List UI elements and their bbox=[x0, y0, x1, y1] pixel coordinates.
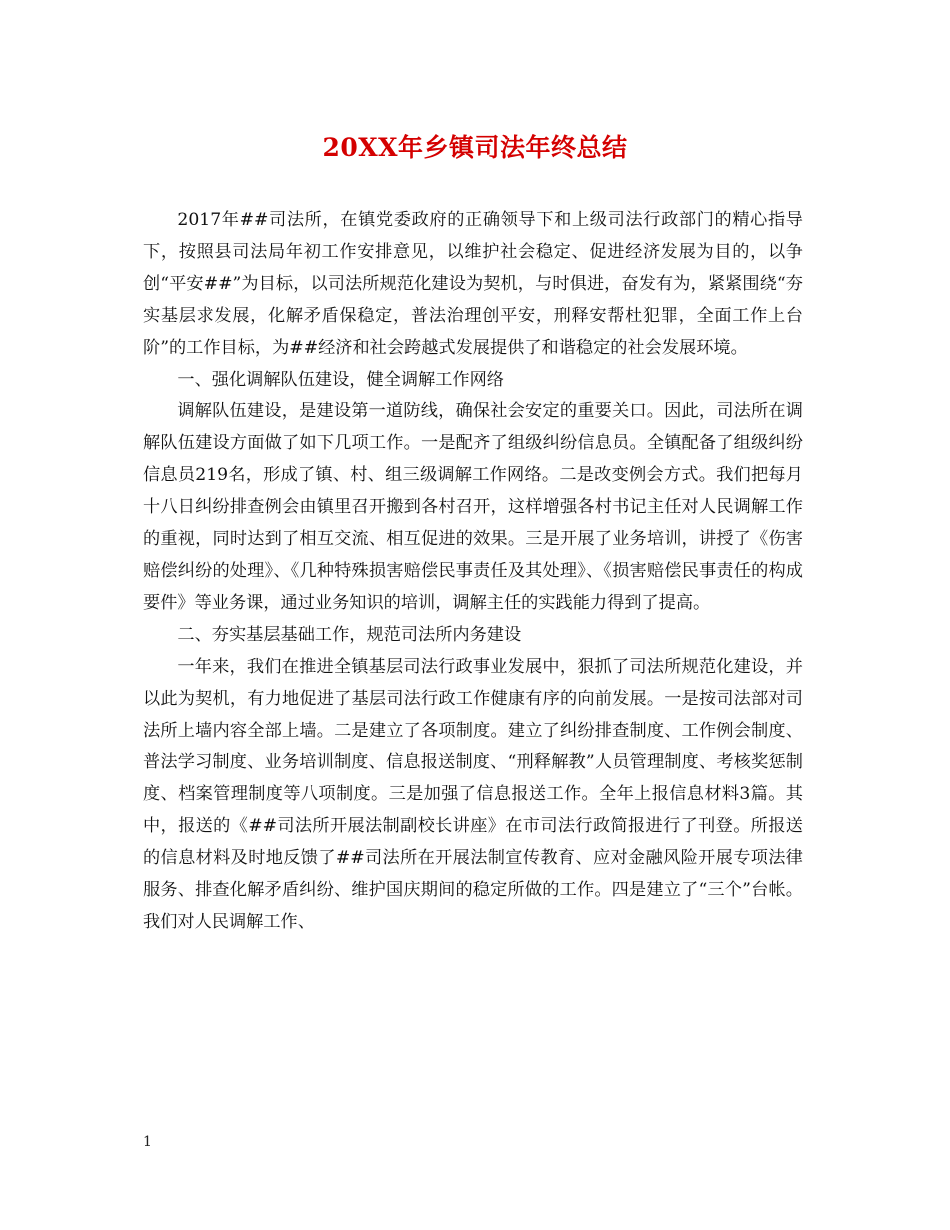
section-heading-1: 一、强化调解队伍建设，健全调解工作网络 bbox=[177, 369, 504, 390]
document-title: 20XX年乡镇司法年终总结 bbox=[322, 133, 628, 162]
section-2-paragraph: 一年来，我们在推进全镇基层司法行政事业发展中，狠抓了司法所规范化建设，并以此为契机，有力地促进了基层司法行政工作健康有序的向前发展。一是按司法部对司法所上墙内容全部上墙。二是建立了各项制度。建立了纠纷排查制度、工作例会制度、普法学习制度、业务培训制度、信息报送制度、“刑释解教”人员管理制度、考核奖惩制度、档案管理制度等八项制度。三是加强了信息报送工作。全年上报信息材料3篇。其中，报送的《##司法所开展法制副校长讲座》在市司法行政简报进行了刊登。所报送的信息材料及时地反馈了##司法所在开展法制宣传教育、应对金融风险开展专项法律服务、排查化解矛盾纠纷、维护国庆期间的稳定所做的工作。四是建立了“三个”台帐。我们对人民调解工作、 bbox=[143, 656, 803, 932]
section-heading-2: 二、夯实基层基础工作，规范司法所内务建设 bbox=[177, 624, 522, 645]
page-number: 1 bbox=[143, 1134, 152, 1150]
section-1-paragraph: 调解队伍建设，是建设第一道防线，确保社会安定的重要关口。因此，司法所在调解队伍建设方面做了如下几项工作。一是配齐了组级纠纷信息员。全镇配备了组级纠纷信息员219名，形成了镇、村、组三级调解工作网络。二是改变例会方式。我们把每月十八日纠纷排查例会由镇里召开搬到各村召开，这样增强各村书记主任对人民调解工作的重视，同时达到了相互交流、相互促进的效果。三是开展了业务培训，讲授了《伤害赔偿纠纷的处理》、《几种特殊损害赔偿民事责任及其处理》、《损害赔偿民事责任的构成要件》等业务课，通过业务知识的培训，调解主任的实践能力得到了提高。 bbox=[143, 401, 803, 613]
intro-paragraph: 2017年##司法所，在镇党委政府的正确领导下和上级司法行政部门的精心指导下，按照县司法局年初工作安排意见，以维护社会稳定、促进经济发展为目的，以争创“平安##”为目标，以司法所规范化建设为契机，与时俱进，奋发有为，紧紧围绕“夯实基层求发展，化解矛盾保稳定，普法治理创平安，刑释安帮杜犯罪，全面工作上台阶”的工作目标，为##经济和社会跨越式发展提供了和谐稳定的社会发展环境。 bbox=[143, 210, 803, 358]
document-body bbox=[143, 205, 803, 939]
